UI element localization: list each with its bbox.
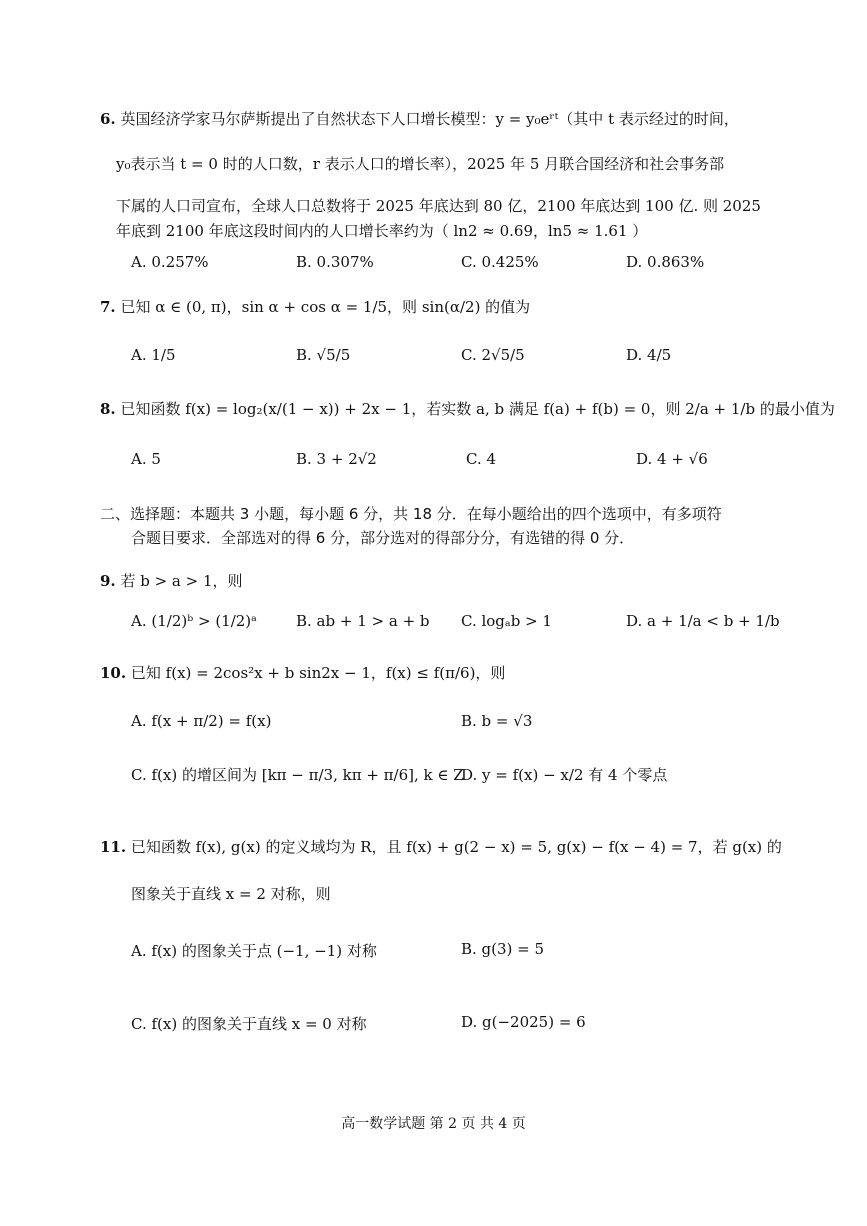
question-text: 已知函数 f(x), g(x) 的定义域均为 R，且 f(x) + g(2 − x) = 5, g(x) − f(x − 4) = 7，若 g(x) 的 (130, 838, 782, 856)
question-text: 已知 f(x) = 2cos²x + b sin2x − 1，f(x) ≤ f(π/6)，则 (130, 664, 506, 682)
option-b: B. 3 + 2√2 (296, 450, 377, 468)
question-number: 8. (100, 400, 116, 418)
option-d: D. a + 1/a < b + 1/b (626, 612, 780, 630)
option-d: D. y = f(x) − x/2 有 4 个零点 (461, 766, 668, 784)
option-c: C. logₐb > 1 (461, 612, 552, 630)
question-text: 英国经济学家马尔萨斯提出了自然状态下人口增长模型：y = y₀eʳᵗ（其中 t 表示经过的时间， (120, 110, 739, 128)
question-number: 6. (100, 110, 116, 128)
option-a: A. (1/2)ᵇ > (1/2)ᵃ (131, 612, 257, 630)
option-b: B. √5/5 (296, 346, 351, 364)
question-text: 下属的人口司宣布，全球人口总数将于 2025 年底达到 80 亿，2100 年底达到 100 亿. 则 2025 (116, 197, 761, 215)
option-d: D. 4/5 (626, 346, 672, 364)
question-text: y₀表示当 t = 0 时的人口数，r 表示人口的增长率），2025 年 5 月联合国经济和社会事务部 (116, 155, 725, 173)
option-c: C. f(x) 的图象关于直线 x = 0 对称 (131, 1015, 367, 1033)
section-text: 二、选择题：本题共 3 小题，每小题 6 分，共 18 分．在每小题给出的四个选项中，有多项符 (100, 505, 722, 523)
question-text: 年底到 2100 年底这段时间内的人口增长率约为（ ln2 ≈ 0.69，ln5 ≈ 1.61 ） (116, 222, 648, 240)
question-number: 10. (100, 664, 127, 682)
section-text: 合题目要求．全部选对的得 6 分，部分选对的得部分分，有选错的得 0 分． (131, 529, 635, 547)
option-b: B. ab + 1 > a + b (296, 612, 430, 630)
option-a: A. 0.257% (131, 253, 209, 271)
question-text: 已知 α ∈ (0, π)，sin α + cos α = 1/5，则 sin(α/2) 的值为 (120, 298, 531, 316)
option-b: B. b = √3 (461, 712, 533, 730)
option-c: C. 4 (466, 450, 497, 468)
question-text: 已知函数 f(x) = log₂(x/(1 − x)) + 2x − 1，若实数 a, b 满足 f(a) + f(b) = 0，则 2/a + 1/b 的最小值为 (120, 400, 835, 418)
question-text: 若 b > a > 1，则 (120, 572, 243, 590)
option-b: B. 0.307% (296, 253, 374, 271)
option-a: A. 1/5 (131, 346, 176, 364)
option-b: B. g(3) = 5 (461, 940, 545, 958)
option-c: C. 0.425% (461, 253, 539, 271)
option-a: A. f(x) 的图象关于点 (−1, −1) 对称 (131, 942, 377, 960)
question-number: 7. (100, 298, 116, 316)
option-a: A. 5 (131, 450, 161, 468)
question-number: 11. (100, 838, 127, 856)
option-d: D. g(−2025) = 6 (461, 1013, 586, 1031)
question-number: 9. (100, 572, 116, 590)
option-c: C. 2√5/5 (461, 346, 525, 364)
page-footer: 高一数学试题 第 2 页 共 4 页 (341, 1116, 526, 1132)
option-d: D. 4 + √6 (636, 450, 708, 468)
option-c: C. f(x) 的增区间为 [kπ − π/3, kπ + π/6], k ∈ Z (131, 766, 464, 784)
option-a: A. f(x + π/2) = f(x) (131, 712, 272, 730)
option-d: D. 0.863% (626, 253, 705, 271)
question-text: 图象关于直线 x = 2 对称，则 (131, 885, 331, 903)
